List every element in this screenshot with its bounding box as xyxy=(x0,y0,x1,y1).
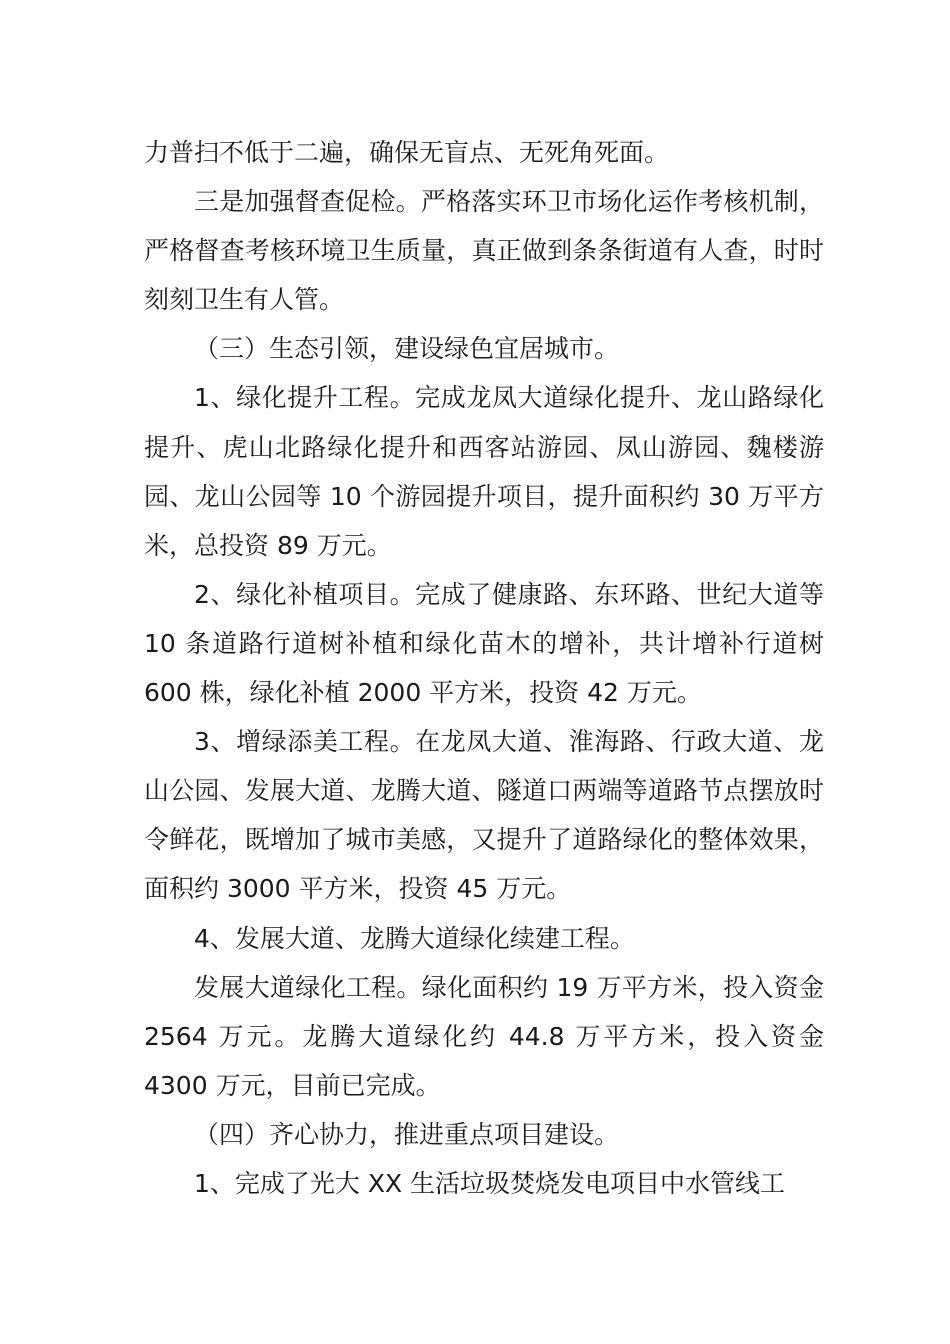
paragraph: 3、增绿添美工程。在龙凤大道、淮海路、行政大道、龙山公园、发展大道、龙腾大道、隧道口两端等道路节点摆放时令鲜花，既增加了城市美感，又提升了道路绿化的整体效果，面积约 3000 平方米，投资 45 万元。 xyxy=(144,727,824,904)
paragraph: 力普扫不低于二遍，确保无盲点、无死角死面。 xyxy=(144,138,670,167)
paragraph: 三是加强督查促检。严格落实环卫市场化运作考核机制，严格督查考核环境卫生质量，真正做到条条街道有人查，时时刻刻卫生有人管。 xyxy=(144,187,824,315)
paragraph: 1、绿化提升工程。完成龙凤大道绿化提升、龙山路绿化提升、虎山北路绿化提升和西客站游园、凤山游园、魏楼游园、龙山公园等 10 个游园提升项目，提升面积约 30 万平方米，总投资 89 万元。 xyxy=(144,383,824,560)
paragraph: 发展大道绿化工程。绿化面积约 19 万平方米，投入资金 2564 万元。龙腾大道绿化约 44.8 万平方米，投入资金 4300 万元，目前已完成。 xyxy=(144,972,824,1100)
section-heading: （四）齐心协力，推进重点项目建设。 xyxy=(194,1119,620,1149)
paragraph: 1、完成了光大 XX 生活垃圾焚烧发电项目中水管线工 xyxy=(194,1168,786,1198)
section-heading: （三）生态引领，建设绿色宜居城市。 xyxy=(194,334,620,364)
paragraph: 2、绿化补植项目。完成了健康路、东环路、世纪大道等 10 条道路行道树补植和绿化苗木的增补，共计增补行道树 600 株，绿化补植 2000 平方米，投资 42 万元。 xyxy=(144,579,824,708)
paragraph: 4、发展大道、龙腾大道绿化续建工程。 xyxy=(194,923,635,953)
document-body xyxy=(144,128,824,1208)
